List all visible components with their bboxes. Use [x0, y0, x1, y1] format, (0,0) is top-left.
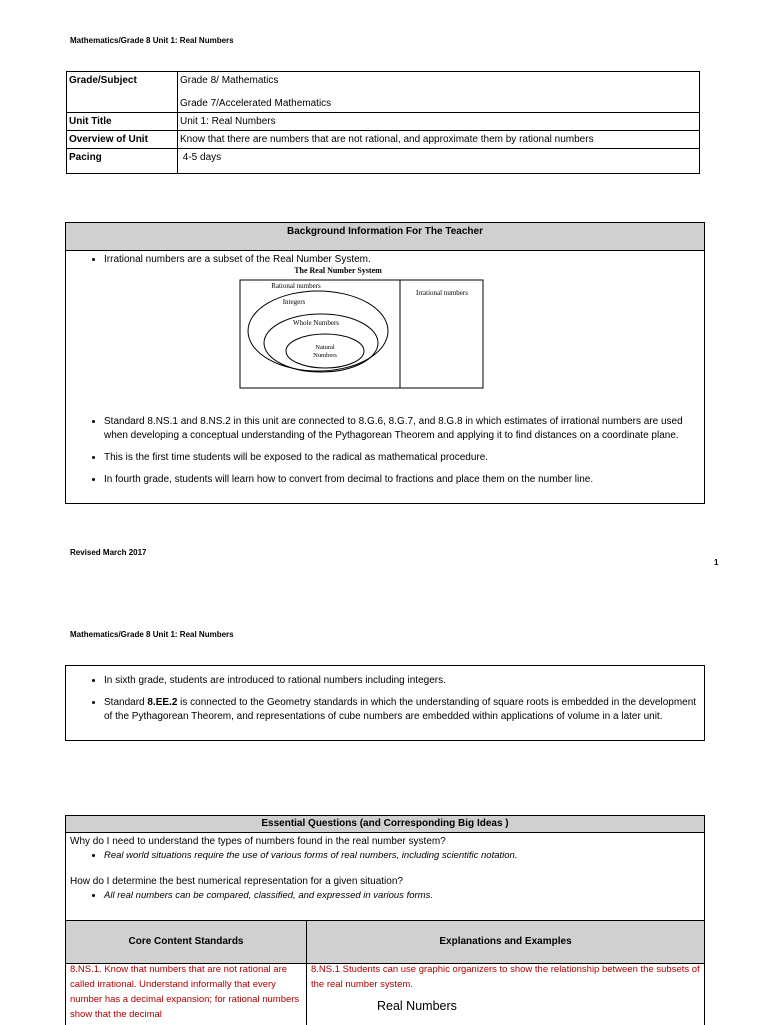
grade-subject-value — [178, 72, 700, 113]
background-info-box — [65, 222, 705, 504]
big-idea-2: • All real numbers can be compared, classified, and expressed in various forms. — [104, 889, 704, 903]
bullet-item: • Standard 8.NS.1 and 8.NS.2 in this unit are connected to 8.G.6, 8.G.7, and 8.G.8 in which estimates of irrational numbers are used when developing a conceptual understanding of the Pythagorean Theorem and applying it to find distances on a coordinate plane. — [104, 415, 704, 443]
rational-label: Rational numbers — [271, 282, 321, 290]
overview-label: Overview of Unit — [67, 131, 178, 149]
real-numbers-graphic-title: Real Numbers — [377, 999, 457, 1013]
standards-header-row — [66, 920, 704, 964]
running-header: Mathematics/Grade 8 Unit 1: Real Numbers — [70, 36, 234, 45]
bullet-item: • In fourth grade, students will learn how to convert from decimal to fractions and place them on the number line. — [104, 473, 704, 487]
essential-question-2: How do I determine the best numerical representation for a given situation? — [70, 876, 403, 887]
unit-overview-table — [66, 71, 700, 174]
background-info-title: Background Information For The Teacher — [66, 223, 704, 251]
standard-code: 8.EE.2 — [147, 697, 178, 708]
natural-label-1: Natural — [315, 344, 335, 351]
bullet-text: is connected to the Geometry standards in which the understanding of square roots is embedded in the development of the Pythagorean Theorem, and representations of cube numbers are embedded within applications of volume in a later unit. — [104, 697, 697, 722]
unit-title-value: Unit 1: Real Numbers — [178, 113, 700, 131]
essential-question-1: Why do I need to understand the types of numbers found in the real number system? — [70, 836, 446, 847]
natural-ellipse — [286, 334, 364, 368]
irrational-label: Irrational numbers — [416, 289, 468, 297]
pacing-value: 4-5 days — [178, 149, 700, 174]
explanation-8ns1-text: 8.NS.1 Students can use graphic organizers to show the relationship between the subsets of the real number system. — [311, 964, 700, 990]
essential-questions-box — [65, 815, 705, 1025]
footer-revised: Revised March 2017 — [70, 548, 147, 557]
bullet-text: Standard — [104, 697, 148, 708]
continued-bullets-box — [65, 665, 705, 741]
big-idea-1: • Real world situations require the use of various forms of real numbers, including scientific notation. — [104, 849, 704, 863]
integers-label: Integers — [282, 298, 306, 306]
whole-label: Whole Numbers — [292, 319, 340, 327]
table-row — [67, 131, 700, 149]
column-divider — [306, 963, 307, 1025]
diagram-title: The Real Number System — [294, 266, 382, 275]
unit-title-label: Unit Title — [67, 113, 178, 131]
bullet-item: • Irrational numbers are a subset of the Real Number System. — [104, 253, 704, 267]
bullet-item: • In sixth grade, students are introduced to rational numbers including integers. — [104, 674, 704, 688]
table-row — [67, 72, 700, 113]
natural-label-2: Numbers — [313, 352, 337, 359]
real-number-system-diagram — [238, 263, 488, 391]
essential-questions-title: Essential Questions (and Corresponding Big Ideas ) — [66, 816, 704, 833]
bullet-item — [104, 696, 704, 724]
pacing-label: Pacing — [67, 149, 178, 174]
running-header: Mathematics/Grade 8 Unit 1: Real Numbers — [70, 630, 234, 639]
core-standards-header: Core Content Standards — [66, 921, 307, 963]
explanations-header: Explanations and Examples — [439, 936, 572, 947]
grade-subject-line2: Grade 7/Accelerated Mathematics — [180, 98, 332, 109]
overview-value: Know that there are numbers that are not rational, and approximate them by rational numbers — [178, 131, 700, 149]
grade-subject-label: Grade/Subject — [67, 72, 178, 113]
bullet-item: • This is the first time students will be exposed to the radical as mathematical procedure. — [104, 451, 704, 465]
table-row — [67, 149, 700, 174]
standard-8ns1-text: 8.NS.1. Know that numbers that are not rational are called irrational. Understand informally that every number has a decimal expansion; for rational numbers show that the decimal — [70, 964, 300, 1020]
table-row — [67, 113, 700, 131]
grade-subject-line1: Grade 8/ Mathematics — [180, 75, 279, 86]
page-number: 1 — [714, 558, 719, 567]
